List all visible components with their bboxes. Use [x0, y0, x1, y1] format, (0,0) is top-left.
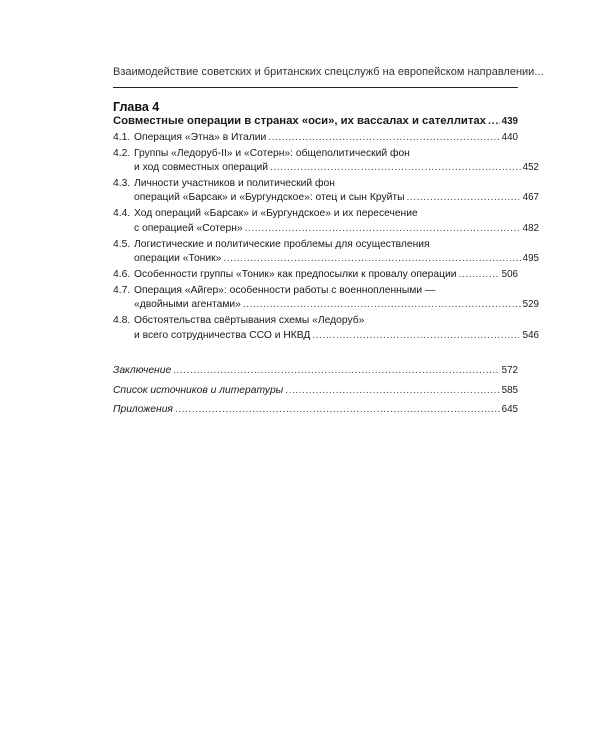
section-title: с операцией «Сотерн»: [134, 222, 243, 234]
toc-entry-line: [113, 252, 539, 266]
toc-entry-line: [113, 298, 539, 312]
section-number: 4.3.: [113, 177, 131, 189]
leader-dots: [270, 161, 521, 175]
section-title: Особенности группы «Тоник» как предпосылки к провалу операции: [134, 269, 457, 281]
leader-dots: [173, 361, 499, 381]
section-title: «двойными агентами»: [134, 299, 241, 311]
leader-dots: [245, 222, 521, 236]
leader-dots: [488, 114, 500, 129]
toc-entry-line: [113, 131, 518, 145]
toc-entry-line: [113, 268, 518, 282]
section-title: Ход операций «Барсак» и «Бургундское» и их пересечение: [134, 208, 418, 220]
leader-dots: [243, 298, 521, 312]
toc-entry-line: [113, 191, 539, 205]
section-number: 4.5.: [113, 238, 131, 250]
section-number: 4.1.: [113, 131, 131, 143]
chapter-title-row: [113, 114, 518, 129]
toc-entry-line: [113, 147, 518, 161]
back-matter-title: Приложения: [113, 404, 173, 415]
page-number: 439: [501, 116, 518, 127]
leader-dots: [268, 131, 499, 145]
section-title: операций «Барсак» и «Бургундское»: отец и сын Круйты: [134, 192, 405, 204]
page-number: 467: [522, 192, 539, 204]
page-number: 506: [501, 269, 518, 281]
page-number: 585: [501, 384, 518, 396]
section-title: и ход совместных операций: [134, 161, 269, 173]
section-title: Личности участников и политический фон: [134, 177, 335, 189]
page-number: 529: [522, 299, 539, 311]
header-rule: [113, 87, 518, 88]
section-title: операции «Тоник»: [134, 253, 222, 265]
back-matter-list: [113, 361, 518, 420]
leader-dots: [285, 381, 499, 401]
running-header: Взаимодействие советских и британских спецслужб на европейском направлении...: [113, 66, 544, 78]
toc-entry-line: [113, 222, 539, 236]
section-number: 4.2.: [113, 147, 131, 159]
chapter-label: Глава 4: [113, 100, 160, 114]
toc-entry-line: [113, 238, 518, 252]
section-number: 4.8.: [113, 315, 131, 327]
leader-dots: [406, 191, 520, 205]
section-title: Группы «Ледоруб-II» и «Сотерн»: общеполитический фон: [134, 147, 410, 159]
page-number: 495: [522, 253, 539, 265]
leader-dots: [175, 400, 500, 420]
toc-entry-line: [113, 329, 539, 343]
toc-entry-line: [113, 177, 518, 191]
toc-entry-line: [113, 207, 518, 221]
section-number: 4.4.: [113, 208, 131, 220]
chapter-toc: [113, 114, 539, 343]
section-title: и всего сотрудничества ССО и НКВД: [134, 329, 311, 341]
section-title: Операция «Айгер»: особенности работы с военнопленными —: [134, 285, 436, 297]
page-number: 440: [501, 131, 518, 143]
page-number: 645: [501, 404, 518, 415]
page-number: 546: [522, 329, 539, 341]
page-number: 482: [522, 222, 539, 234]
toc-entry-line: [113, 314, 518, 328]
back-matter-title: Заключение: [113, 365, 172, 376]
toc-entry-line: [113, 284, 518, 298]
page-number: 572: [501, 365, 518, 376]
section-number: 4.7.: [113, 285, 131, 297]
leader-dots: [458, 268, 499, 282]
back-matter-entry: [113, 381, 518, 401]
section-title: Операция «Этна» в Италии: [134, 131, 267, 143]
section-title: Логистические и политические проблемы для осуществления: [134, 238, 430, 250]
toc-entry-line: [113, 161, 539, 175]
back-matter-title: Список источников и литературы: [113, 384, 284, 396]
back-matter-entry: [113, 400, 518, 420]
back-matter-entry: [113, 361, 518, 381]
back-matter-toc: [113, 361, 518, 420]
chapter-title: Совместные операции в странах «оси», их вассалах и сателлитах: [113, 115, 486, 127]
leader-dots: [312, 329, 520, 343]
section-title: Обстоятельства свёртывания схемы «Ледоруб»: [134, 315, 365, 327]
leader-dots: [223, 252, 520, 266]
section-number: 4.6.: [113, 269, 131, 281]
page-number: 452: [522, 161, 539, 173]
sections-list: [113, 129, 539, 343]
